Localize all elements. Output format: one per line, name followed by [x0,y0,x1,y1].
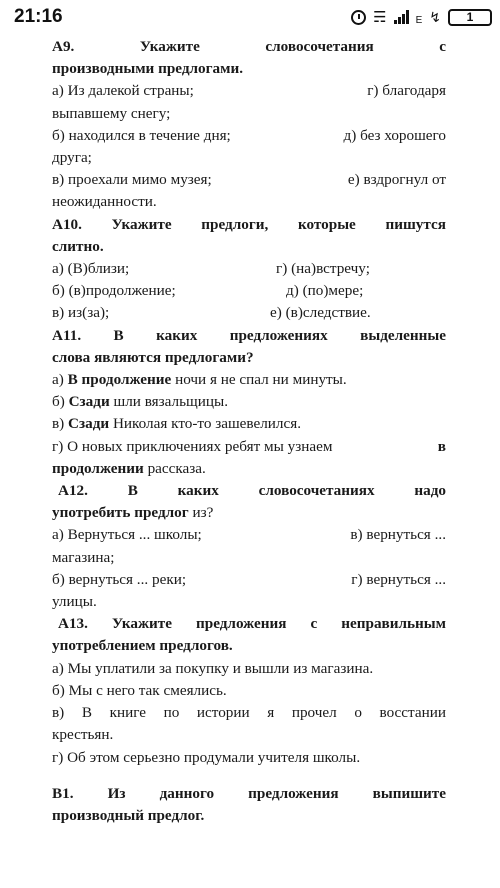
a13-option-a: а) Мы уплатили за покупку и вышли из магазина. [52,659,374,677]
a9-heading-line1: А9. Укажите словосочетания с [52,38,446,55]
a10-row-ve [52,302,446,324]
status-time: 21:16 [14,6,63,27]
a10-heading-line1: А10. Укажите предлоги, которые пишутся [52,215,446,233]
a12-heading-line1: А12. В каких словосочетаниях надо [58,482,446,500]
question-a9 [52,36,446,214]
charging-icon: ↯ [429,8,441,25]
b1-heading-line1: В1. Из данного предложения выпишите [52,784,446,802]
a10-heading-line2: слитно. [52,237,104,255]
wifi-icon: ☴ [373,9,387,26]
network-type: E [415,15,423,26]
document-page [52,36,446,827]
battery-icon [448,9,492,26]
a12-heading-line2: употребить предлог из? [52,504,214,522]
a12-option-b: б) вернуться ... реки; [52,570,187,588]
a12-option-g: г) вернуться ... [351,570,446,588]
a11-heading-line1: А11. В каких предложениях выделенные [52,326,446,344]
a9-option-g-cont: выпавшему снегу; [52,104,171,122]
status-icons [351,8,492,26]
a11-option-a: а) В продолжение ночи я не спал ни минуты. [52,371,347,389]
a10-row-ag [52,258,446,280]
question-a12 [52,480,446,524]
status-bar [0,0,500,34]
a9-option-g: г) благодаря [367,82,446,100]
a12-option-g-cont: улицы. [52,593,97,611]
a11-option-g-bold2: продолжении [52,459,144,477]
a11-option-b: б) Сзади шли вязальщицы. [52,393,228,411]
a12-row-bg [52,569,446,591]
a11-option-g-line1: г) О новых приключениях ребят мы узнаем в [52,436,446,458]
a9-option-b: б) находился в течение дня; [52,126,231,144]
a13-option-g: г) Об этом серьезно продумали учителя школы. [52,748,361,766]
question-a11 [52,325,446,480]
a11-option-g-bold1: в [437,437,446,455]
alarm-icon [351,10,366,25]
a11-option-v-bold: Сзади [68,415,110,433]
a9-row-ag [52,80,446,102]
a9-option-d-cont: друга; [52,149,92,167]
a9-option-e: е) вздрогнул от [347,171,446,189]
a9-option-d: д) без хорошего [343,126,446,144]
question-a13 [52,613,446,768]
a11-option-a-bold: В продолжение [67,371,172,389]
a10-option-g: г) (на)встречу; [276,260,370,278]
a9-option-e-cont: неожиданности. [52,193,157,211]
a10-row-bd [52,280,446,302]
a13-option-v-line1: в) В книге по истории я прочел о восстании [52,704,446,722]
a11-option-b-bold: Сзади [68,393,110,411]
a13-option-v-line2: крестьян. [52,726,114,744]
question-a10 [52,214,446,325]
a12-row-av [52,524,446,546]
a10-option-e: е) (в)следствие. [270,304,371,322]
signal-icon [394,10,409,24]
a11-option-g-line2: продолжении рассказа. [52,459,206,477]
a13-heading-line1: А13. Укажите предложения с неправильным [58,615,446,633]
a10-option-d: д) (по)мере; [286,282,364,300]
a12-option-v-cont: магазина; [52,548,115,566]
a9-option-v: в) проехали мимо музея; [52,171,212,189]
a9-heading-line2: производными предлогами. [52,60,243,78]
a9-option-a: а) Из далекой страны; [52,82,194,100]
section-gap [52,769,446,783]
a9-row-bd [52,125,446,147]
a12-option-a: а) Вернуться ... школы; [52,526,202,544]
battery-level: 1 [466,10,474,24]
a11-option-v: в) Сзади Николая кто-то зашевелился. [52,415,302,433]
a10-option-b: б) (в)продолжение; [52,282,176,300]
a10-option-v: в) из(за); [52,304,110,322]
question-b1 [52,783,446,827]
a10-option-a: а) (В)близи; [52,260,130,278]
a11-heading-line2: слова являются предлогами? [52,348,254,366]
b1-heading-line2: производный предлог. [52,806,205,824]
a13-option-b: б) Мы с него так смеялись. [52,681,227,699]
a12-option-v: в) вернуться ... [350,526,446,544]
a9-row-ve [52,169,446,191]
a13-heading-line2: употреблением предлогов. [52,637,233,655]
question-a12-options [52,524,446,613]
